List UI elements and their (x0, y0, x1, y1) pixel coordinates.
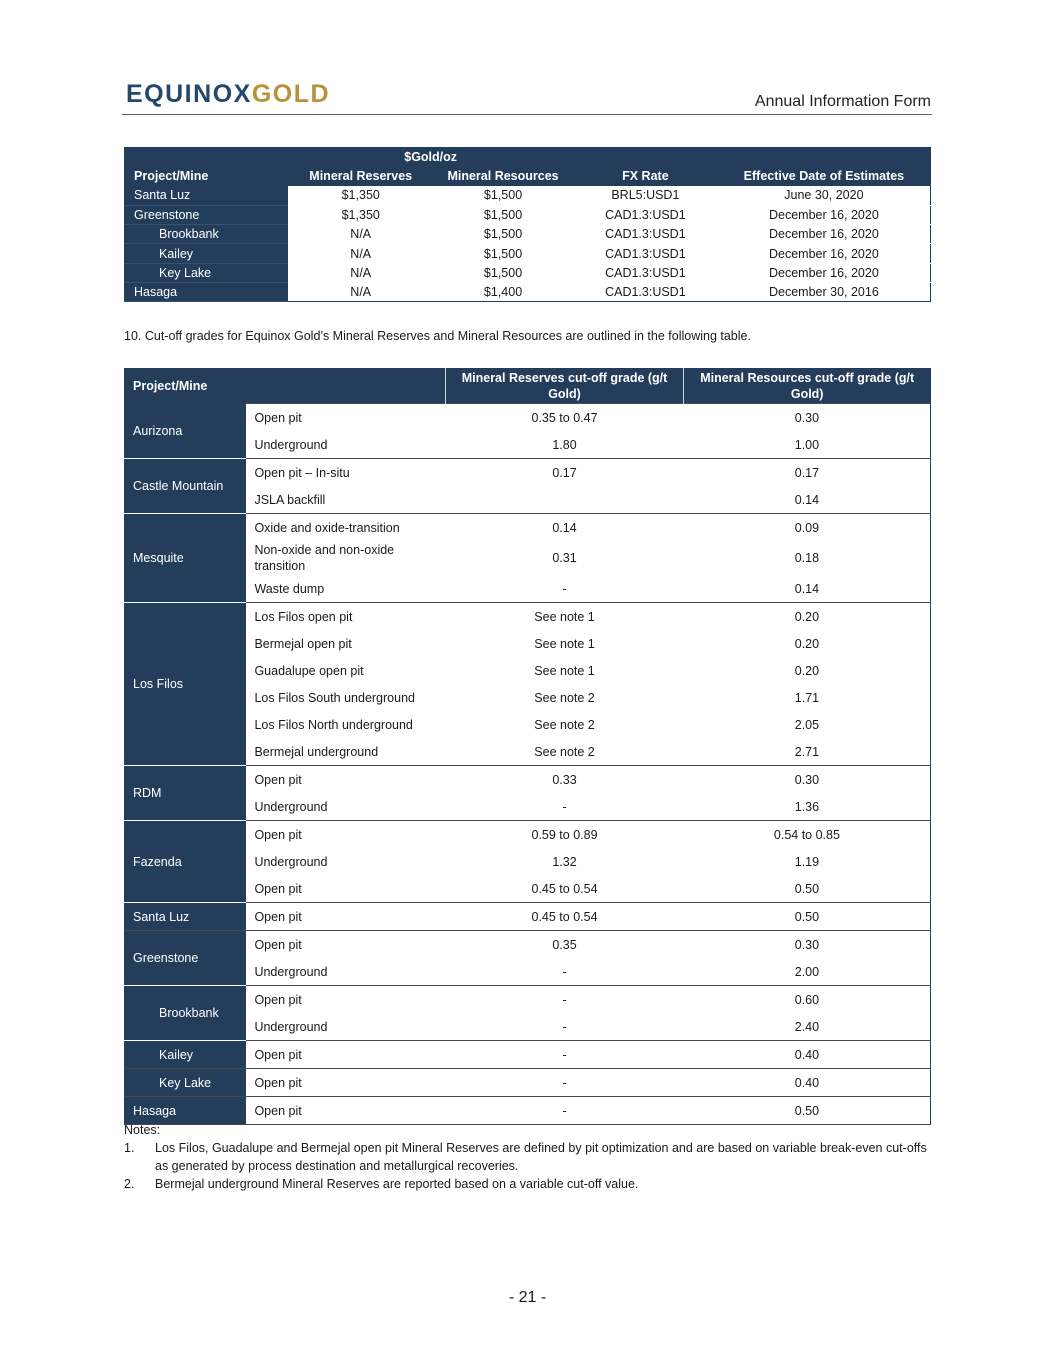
table2-resources-cell: 0.20 (794, 636, 820, 651)
gold-price-assumptions-table (124, 147, 931, 302)
table2-project-cell: Hasaga (125, 1097, 247, 1125)
table1-empty-header (573, 148, 718, 167)
table2-resources-cell: 0.50 (684, 1097, 931, 1125)
table2-reserves-cell: 0.35 (445, 931, 684, 959)
table2-row (125, 931, 931, 959)
table2-project-cell: Key Lake (125, 1069, 247, 1097)
table2-project-cell: Kailey (125, 1041, 247, 1069)
table2-resources-cell: 1.00 (684, 431, 931, 459)
table2-type-cell: Los Filos open pit (246, 603, 445, 631)
table2-row (125, 514, 931, 542)
notes-section (124, 1121, 932, 1193)
table1-project-cell: Hasaga (125, 283, 289, 302)
table2-resources-cell: 0.20 (794, 663, 820, 678)
table2-type-cell: Open pit (246, 1041, 445, 1069)
table1-empty-header (125, 148, 289, 167)
table2-resources-cell: 2.71 (684, 738, 931, 766)
table1-col-reserves: Mineral Reserves (309, 169, 413, 184)
header-divider (122, 114, 932, 115)
table2-resources-cell: 0.40 (684, 1069, 931, 1097)
table2-resources-cell: 0.50 (684, 875, 931, 903)
logo-text-equin: EQUIN (126, 80, 213, 108)
table2-resources-cell: 0.40 (684, 1041, 931, 1069)
table2-reserves-cell: 0.33 (445, 766, 684, 794)
table2-type-cell: Open pit (246, 404, 445, 432)
table2-resources-cell: 2.40 (684, 1013, 931, 1041)
table1-row (125, 205, 931, 224)
table2-reserves-cell: 0.35 to 0.47 (445, 404, 684, 432)
table2-reserves-cell: 0.45 to 0.54 (445, 903, 684, 931)
page-number: - 21 - (508, 1289, 547, 1306)
document-title: Annual Information Form (754, 93, 931, 110)
table2-reserves-cell: - (445, 1097, 684, 1125)
table2-type-cell: Open pit (246, 1069, 445, 1097)
table2-project-cell: Los Filos (125, 603, 247, 766)
table2-type-cell: Open pit (246, 875, 445, 903)
table1-fx-cell: CAD1.3:USD1 (573, 263, 718, 282)
table1-row (125, 263, 931, 282)
table2-type-cell: Open pit (246, 903, 445, 931)
table2-reserves-cell (445, 486, 684, 514)
table2-type-cell: Open pit (246, 821, 445, 849)
table2-project-cell: Santa Luz (125, 903, 247, 931)
table2-reserves-cell: 1.32 (552, 854, 577, 869)
table2-project-cell: Brookbank (125, 986, 247, 1041)
table2-type-cell: Underground (246, 958, 445, 986)
table2-row (125, 459, 931, 487)
table2-reserves-cell: See note 1 (534, 663, 595, 678)
logo-text-gold: GOLD (251, 80, 331, 108)
table2-type-cell: Underground (254, 854, 328, 869)
table1-col-date: Effective Date of Estimates (743, 169, 905, 184)
table2-reserves-cell: - (445, 958, 684, 986)
table2-row (125, 603, 931, 631)
table2-project-cell: Greenstone (125, 931, 247, 986)
table2-reserves-cell: 0.45 to 0.54 (445, 875, 684, 903)
table2-row (125, 1069, 931, 1097)
table2-reserves-cell: See note 2 (534, 690, 595, 705)
table1-reserves-cell: N/A (288, 263, 433, 282)
table1-row (125, 244, 931, 263)
table1-fx-cell: BRL5:USD1 (573, 186, 718, 205)
table2-resources-cell: 0.54 to 0.85 (684, 821, 931, 849)
table2-row (125, 986, 931, 1014)
company-logo (126, 80, 330, 109)
table2-project-cell: Aurizona (125, 404, 247, 459)
table2-col-resources: Mineral Resources cut-off grade (g/t Gold) (684, 369, 931, 404)
table2-resources-cell: 0.50 (684, 903, 931, 931)
note-text: Bermejal underground Mineral Reserves are reported based on a variable cut-off value. (155, 1177, 639, 1191)
table2-type-cell: Open pit (246, 1097, 445, 1125)
table1-col-fx: FX Rate (622, 169, 669, 184)
table1-fx-cell: CAD1.3:USD1 (573, 283, 718, 302)
table1-reserves-cell: N/A (288, 283, 433, 302)
table1-date-cell: December 16, 2020 (718, 225, 931, 244)
table1-fx-cell: CAD1.3:USD1 (573, 244, 718, 263)
table2-project-cell: Fazenda (125, 821, 247, 903)
table2-reserves-cell: See note 2 (534, 717, 595, 732)
table2-project-cell: Mesquite (125, 514, 247, 603)
table2-resources-cell: 0.20 (684, 603, 931, 631)
note-10-text: 10. Cut-off grades for Equinox Gold’s Mineral Reserves and Mineral Resources are outlined in the following table. (124, 329, 751, 343)
table2-row (125, 821, 931, 849)
table2-reserves-cell: See note 1 (445, 603, 684, 631)
table1-resources-cell: $1,500 (433, 244, 573, 263)
table2-resources-cell: 0.18 (794, 551, 820, 565)
note-number: 2. (124, 1177, 135, 1191)
table2-type-cell: Waste dump (246, 575, 445, 603)
table1-project-cell: Greenstone (125, 205, 289, 224)
table1-resources-cell: $1,400 (433, 283, 573, 302)
table1-resources-cell: $1,500 (433, 225, 573, 244)
table2-reserves-cell: - (445, 1041, 684, 1069)
table2-reserves-cell: See note 2 (445, 738, 684, 766)
table1-date-cell: December 16, 2020 (718, 244, 931, 263)
table1-group-header: $Gold/oz (404, 150, 458, 165)
table2-reserves-cell: See note 1 (534, 636, 595, 651)
table2-reserves-cell: - (445, 793, 684, 821)
note-item (124, 1139, 932, 1175)
table2-type-cell: Oxide and oxide-transition (246, 514, 445, 542)
table2-row (125, 766, 931, 794)
table1-group-header-row (125, 148, 931, 167)
table2-resources-cell: 0.17 (684, 459, 931, 487)
table2-col-reserves: Mineral Reserves cut-off grade (g/t Gold) (445, 369, 684, 404)
table1-date-cell: June 30, 2020 (718, 186, 931, 205)
table2-reserves-cell: - (445, 986, 684, 1014)
table2-row (125, 404, 931, 432)
table2-type-cell: Bermejal open pit (254, 636, 352, 651)
table1-fx-cell: CAD1.3:USD1 (573, 225, 718, 244)
table1-reserves-cell: $1,350 (288, 205, 433, 224)
table2-col-project: Project/Mine (133, 379, 208, 393)
note-number: 1. (124, 1141, 135, 1155)
table2-resources-cell: 2.00 (684, 958, 931, 986)
logo-text-x: X (233, 80, 252, 108)
table1-body (125, 186, 931, 302)
table2-reserves-cell: 1.80 (445, 431, 684, 459)
table2-resources-cell: 0.14 (684, 575, 931, 603)
table2-type-cell: Bermejal underground (246, 738, 445, 766)
table2-project-cell: RDM (125, 766, 247, 821)
table1-row (125, 283, 931, 302)
table1-reserves-cell: N/A (288, 225, 433, 244)
table2-type-cell: Underground (246, 793, 445, 821)
table2-resources-cell: 0.14 (684, 486, 931, 514)
table2-reserves-cell: - (445, 1013, 684, 1041)
logo-text-o: O (212, 80, 234, 108)
table1-date-cell: December 30, 2016 (718, 283, 931, 302)
table1-project-cell: Santa Luz (125, 186, 289, 205)
table2-project-cell: Castle Mountain (125, 459, 247, 514)
table1-resources-cell: $1,500 (433, 263, 573, 282)
table1-column-header-row (125, 167, 931, 186)
table1-col-resources: Mineral Resources (447, 169, 559, 184)
table2-type-cell: Open pit (246, 986, 445, 1014)
table1-fx-cell: CAD1.3:USD1 (573, 205, 718, 224)
table1-col-project: Project/Mine (134, 169, 209, 184)
table1-empty-header (718, 148, 931, 167)
table1-resources-cell: $1,500 (433, 186, 573, 205)
table1-project-cell: Kailey (125, 244, 289, 263)
note-text: Los Filos, Guadalupe and Bermejal open pit Mineral Reserves are defined by pit optimization and are based on variable break-even cut-offs as generated by process destination and metallurgical recoveries. (155, 1141, 927, 1173)
notes-title: Notes: (124, 1123, 161, 1137)
table2-type-cell: JSLA backfill (246, 486, 445, 514)
table2-body (125, 404, 931, 1125)
table2-header-row (125, 369, 931, 404)
table2-resources-cell: 0.60 (684, 986, 931, 1014)
table1-date-cell: December 16, 2020 (718, 263, 931, 282)
table2-resources-cell: 0.30 (684, 404, 931, 432)
table2-type-cell: Underground (246, 431, 445, 459)
table2-type-cell: Underground (246, 1013, 445, 1041)
table1-row (125, 186, 931, 205)
table2-type-cell: Los Filos North underground (254, 717, 413, 732)
table1-project-cell: Brookbank (125, 225, 289, 244)
table2-reserves-cell: - (445, 575, 684, 603)
cutoff-grades-table (124, 368, 931, 1125)
table1-date-cell: December 16, 2020 (718, 205, 931, 224)
table2-resources-cell: 1.36 (684, 793, 931, 821)
table1-resources-cell: $1,500 (433, 205, 573, 224)
table1-row (125, 225, 931, 244)
table2-reserves-cell: 0.59 to 0.89 (445, 821, 684, 849)
table2-type-cell: Los Filos South underground (254, 690, 415, 705)
table2-reserves-cell: 0.14 (445, 514, 684, 542)
table1-reserves-cell: $1,350 (288, 186, 433, 205)
table1-reserves-cell: N/A (288, 244, 433, 263)
table2-reserves-cell: - (445, 1069, 684, 1097)
table2-row (125, 903, 931, 931)
table2-resources-cell: 2.05 (794, 717, 820, 732)
note-item (124, 1175, 932, 1193)
table2-reserves-cell: 0.31 (552, 551, 577, 565)
table1-project-cell: Key Lake (125, 263, 289, 282)
table2-resources-cell: 0.09 (684, 514, 931, 542)
table2-type-cell: Open pit (246, 931, 445, 959)
table2-reserves-cell: 0.17 (445, 459, 684, 487)
table2-row (125, 1041, 931, 1069)
table2-resources-cell: 0.30 (684, 931, 931, 959)
table2-type-cell: Guadalupe open pit (254, 663, 364, 678)
table2-type-cell: Open pit – In-situ (246, 459, 445, 487)
table2-type-cell: Non-oxide and non-oxide transition (254, 543, 395, 573)
table2-resources-cell: 1.71 (794, 690, 820, 705)
table2-resources-cell: 0.30 (684, 766, 931, 794)
table2-resources-cell: 1.19 (794, 854, 820, 869)
table2-type-cell: Open pit (246, 766, 445, 794)
